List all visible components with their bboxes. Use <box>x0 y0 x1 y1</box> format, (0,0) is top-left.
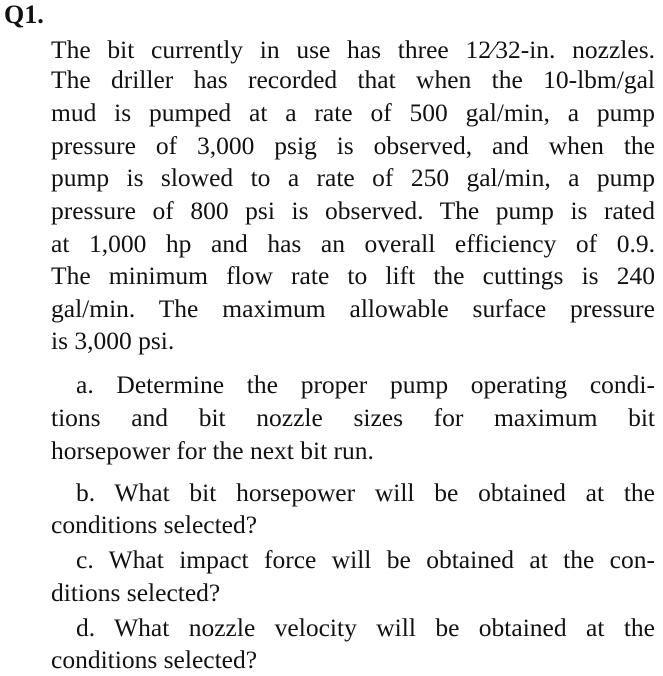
stem-line-9: gal/min. The maximum allowable surface pressure <box>51 294 655 323</box>
part-b-line-2: conditions selected? <box>51 510 258 539</box>
part-a-line-3: horsepower for the next bit run. <box>51 436 374 465</box>
stem-line-7: at 1,000 hp and has an overall efficiency of 0.9. <box>51 229 655 258</box>
stem-line-8: The minimum flow rate to lift the cuttings is 240 <box>51 261 655 290</box>
stem-line-1: The bit currently in use has three 12⁄32-in. nozzles. <box>51 35 655 64</box>
stem-line-4: pressure of 3,000 psig is observed, and when the <box>51 131 655 160</box>
stem-line-2: The driller has recorded that when the 10-lbm/gal <box>51 65 655 94</box>
part-b-line-1: b. What bit horsepower will be obtained at the <box>76 478 655 507</box>
part-c-line-2: ditions selected? <box>51 578 221 607</box>
question-label: Q1. <box>4 0 44 29</box>
part-d-line-2: conditions selected? <box>51 645 258 674</box>
part-c-line-1: c. What impact force will be obtained at the con- <box>76 545 655 574</box>
stem-line-6: pressure of 800 psi is observed. The pump is rated <box>51 196 655 225</box>
stem-line-10: is 3,000 psi. <box>51 326 175 355</box>
part-a-line-2: tions and bit nozzle sizes for maximum bit <box>51 403 655 432</box>
part-a-line-1: a. Determine the proper pump operating condi- <box>76 370 655 399</box>
stem-line-5: pump is slowed to a rate of 250 gal/min, a pump <box>51 163 655 192</box>
stem-line-3: mud is pumped at a rate of 500 gal/min, a pump <box>51 98 655 127</box>
part-d-line-1: d. What nozzle velocity will be obtained at the <box>76 613 655 642</box>
